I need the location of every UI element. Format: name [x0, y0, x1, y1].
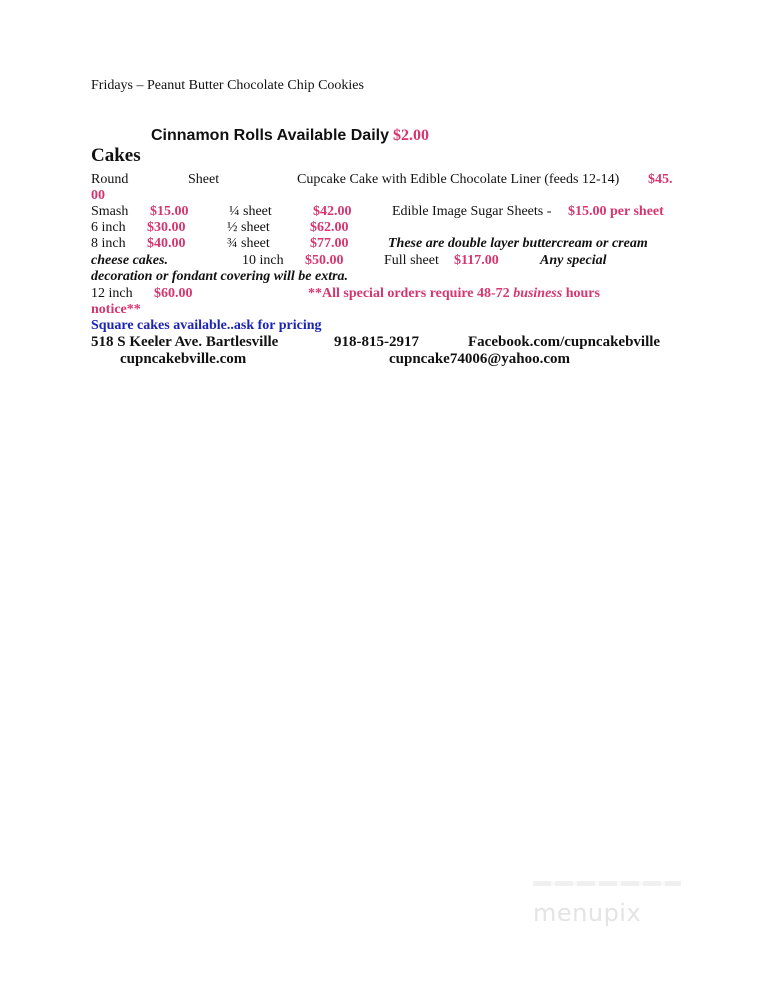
- cake-note-line1: These are double layer buttercream or cream: [388, 236, 648, 251]
- sheet-full: Full sheet: [384, 253, 439, 268]
- square-cakes-note: Square cakes available..ask for pricing: [91, 318, 322, 333]
- size-smash: Smash: [91, 204, 129, 219]
- cinnamon-rolls-line: [151, 126, 429, 145]
- cupcake-cake-price-part2: 00: [91, 188, 105, 203]
- menupix-watermark: menupix: [533, 899, 642, 927]
- special-orders-notice: [308, 285, 600, 302]
- price-12-inch: $60.00: [154, 286, 193, 301]
- phone-number: 918-815-2917: [334, 334, 419, 350]
- label-sheet: Sheet: [188, 172, 220, 187]
- cupcake-cake-label: Cupcake Cake with Edible Chocolate Liner (feeds 12-14): [297, 172, 620, 187]
- sheet-quarter: ¼ sheet: [229, 204, 272, 219]
- cakes-heading: Cakes: [91, 145, 141, 166]
- size-10-inch: 10 inch: [242, 253, 284, 268]
- cinnamon-rolls-label: Cinnamon Rolls Available Daily: [151, 127, 389, 144]
- price-quarter-sheet: $42.00: [313, 204, 352, 219]
- special-orders-notice-end: notice**: [91, 302, 141, 317]
- price-6-inch: $30.00: [147, 220, 186, 235]
- special-decoration-note-line1: Any special: [540, 253, 607, 268]
- fridays-special: Fridays – Peanut Butter Chocolate Chip Cookies: [91, 78, 364, 93]
- special-orders-business: business: [513, 286, 563, 301]
- facebook-link[interactable]: Facebook.com/cupncakebville: [468, 334, 661, 350]
- special-decoration-note-line2: decoration or fondant covering will be extra.: [91, 269, 349, 284]
- cupcake-cake-price-part1: $45.: [648, 172, 673, 187]
- cake-note-line2: cheese cakes.: [91, 253, 168, 268]
- watermark-divider: [533, 881, 681, 886]
- size-8-inch: 8 inch: [91, 236, 126, 251]
- edible-image-label: Edible Image Sugar Sheets -: [392, 204, 552, 219]
- price-8-inch: $40.00: [147, 236, 186, 251]
- special-orders-hours: hours: [565, 286, 600, 301]
- price-full-sheet: $117.00: [454, 253, 499, 268]
- address: 518 S Keeler Ave. Bartlesville: [91, 334, 279, 350]
- price-half-sheet: $62.00: [310, 220, 349, 235]
- sheet-three-quarter: ¾ sheet: [227, 236, 270, 251]
- price-10-inch: $50.00: [305, 253, 344, 268]
- email-link[interactable]: cupncake74006@yahoo.com: [389, 351, 571, 367]
- cinnamon-rolls-price: $2.00: [392, 127, 429, 144]
- size-6-inch: 6 inch: [91, 220, 126, 235]
- edible-image-price: $15.00 per sheet: [568, 204, 664, 219]
- label-round: Round: [91, 172, 129, 187]
- price-smash: $15.00: [150, 204, 189, 219]
- special-orders-text: **All special orders require 48-72: [308, 286, 510, 301]
- price-three-quarter-sheet: $77.00: [310, 236, 349, 251]
- website-link[interactable]: cupncakebville.com: [120, 351, 247, 367]
- size-12-inch: 12 inch: [91, 286, 133, 301]
- sheet-half: ½ sheet: [227, 220, 270, 235]
